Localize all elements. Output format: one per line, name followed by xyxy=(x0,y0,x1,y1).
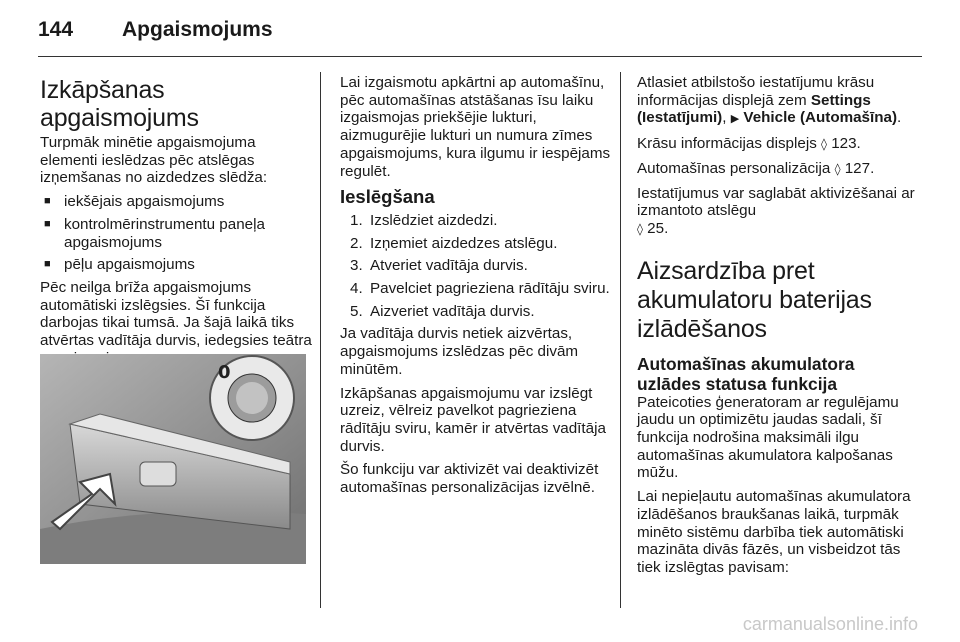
body-paragraph: Pateicoties ģeneratoram ar regulējamu jaudu un optimizētu jaudas sadali, šī funkcija nodrošina maksimāli ilgu automašīnas akumulatora kalpošanas mūžu. xyxy=(637,393,899,482)
page-header xyxy=(38,18,273,42)
body-paragraph: Izkāpšanas apgaismojumu var izslēgt uzreiz, vēlreiz pavelkot pagrieziena rādītāju sviru, kamēr ir atvērtas vadītāja durvis. xyxy=(340,384,606,455)
list-item: ■ kontrolmērinstrumentu paneļa apgaismojums xyxy=(40,216,312,251)
cross-reference: Iestatījumus var saglabāt aktivizēšanai ar izmantoto atslēgu ◊ 25. xyxy=(637,184,915,237)
page-ref-icon: ◊ xyxy=(637,221,643,236)
section-heading-exit-lighting: Izkāpšanas apgaismojums xyxy=(40,76,199,132)
body-paragraph: Lai nepieļautu automašīnas akumulatora izlādēšanos braukšanas laikā, turpmāk minēto sistēmu darbība tiek automātiski mazināta divās fāzēs, un visbeidzot tās tiek izslēgtas pavisam: xyxy=(637,488,911,576)
lighting-list xyxy=(40,193,312,274)
body-paragraph: Šo funkciju var aktivizēt vai deaktivizēt automašīnas personalizācijas izvēlnē. xyxy=(340,461,599,497)
section-heading-battery: Aizsardzība pret akumulatoru baterijas izlādēšanos xyxy=(637,256,872,343)
header-rule xyxy=(38,56,922,57)
page-ref-icon: ◊ xyxy=(834,161,841,176)
step-item: 3. Atveriet vadītāja durvis. xyxy=(350,257,528,275)
step-item: 4. Pavelciet pagrieziena rādītāju sviru. xyxy=(350,280,610,298)
subheading-battery-status: Automašīnas akumulatora uzlādes statusa funkcija xyxy=(637,353,855,394)
body-paragraph: Pēc neilga brīža apgaismojums automātiski izslēgsies. Šī funkcija darbojas tikai tumsā. Ja šajā laikā tiks atvērtas vadītāja durvis, iedegsies teātra xyxy=(40,278,312,350)
column-divider-2 xyxy=(620,72,621,608)
body-paragraph: Lai izgaismotu apkārtni ap automašīnu, pēc automašīnas atstāšanas īsu laiku izgaismojas priekšējie lukturi, aizmugurējie lukturi un numura zīmes apgaismojums, kura ilgumu ir iespējams regulēt. xyxy=(340,74,611,180)
body-paragraph: Atlasiet atbilstošo iestatījumu krāsu informācijas displejā zem Settings (Iestatījumi), ▶ Vehicle (Automašīna). xyxy=(637,74,902,127)
body-paragraph: Ja vadītāja durvis netiek aizvērtas, apgaismojums izslēdzas pēc divām minūtēm. xyxy=(340,325,579,378)
page-ref-icon: ◊ xyxy=(821,137,827,152)
intro-text: Turpmāk minētie apgaismojuma elementi ieslēdzas pēc atslēgas izņemšanas no aizdedzes slēdža: xyxy=(40,134,268,187)
inset-label: 0 xyxy=(218,362,231,383)
list-item: ■ iekšējais apgaismojums xyxy=(40,193,312,211)
turn-signal-lever-image xyxy=(40,354,306,564)
step-item: 1. Izslēdziet aizdedzi. xyxy=(350,211,498,229)
step-item: 2. Izņemiet aizdedzes atslēgu. xyxy=(350,234,558,252)
column-2 xyxy=(340,74,612,503)
cross-reference: Automašīnas personalizācija ◊ 127. xyxy=(637,159,875,177)
cross-reference: Krāsu informācijas displejs ◊ 123. xyxy=(637,135,861,153)
subheading-switch-on: Ieslēgšana xyxy=(340,186,435,208)
watermark: carmanualsonline.info xyxy=(742,614,918,634)
step-item: 5. Aizveriet vadītāja durvis. xyxy=(350,302,535,320)
page-number: 144 xyxy=(38,18,74,41)
stalk-illustration xyxy=(40,354,306,564)
column-3 xyxy=(637,74,922,583)
list-item: ■ pēļu apgaismojums xyxy=(40,256,312,274)
column-1 xyxy=(40,76,312,373)
steps-list xyxy=(340,212,612,321)
column-divider-1 xyxy=(320,72,321,608)
arrow-icon: ▶ xyxy=(730,113,740,126)
chapter-title: Apgaismojums xyxy=(122,18,273,41)
